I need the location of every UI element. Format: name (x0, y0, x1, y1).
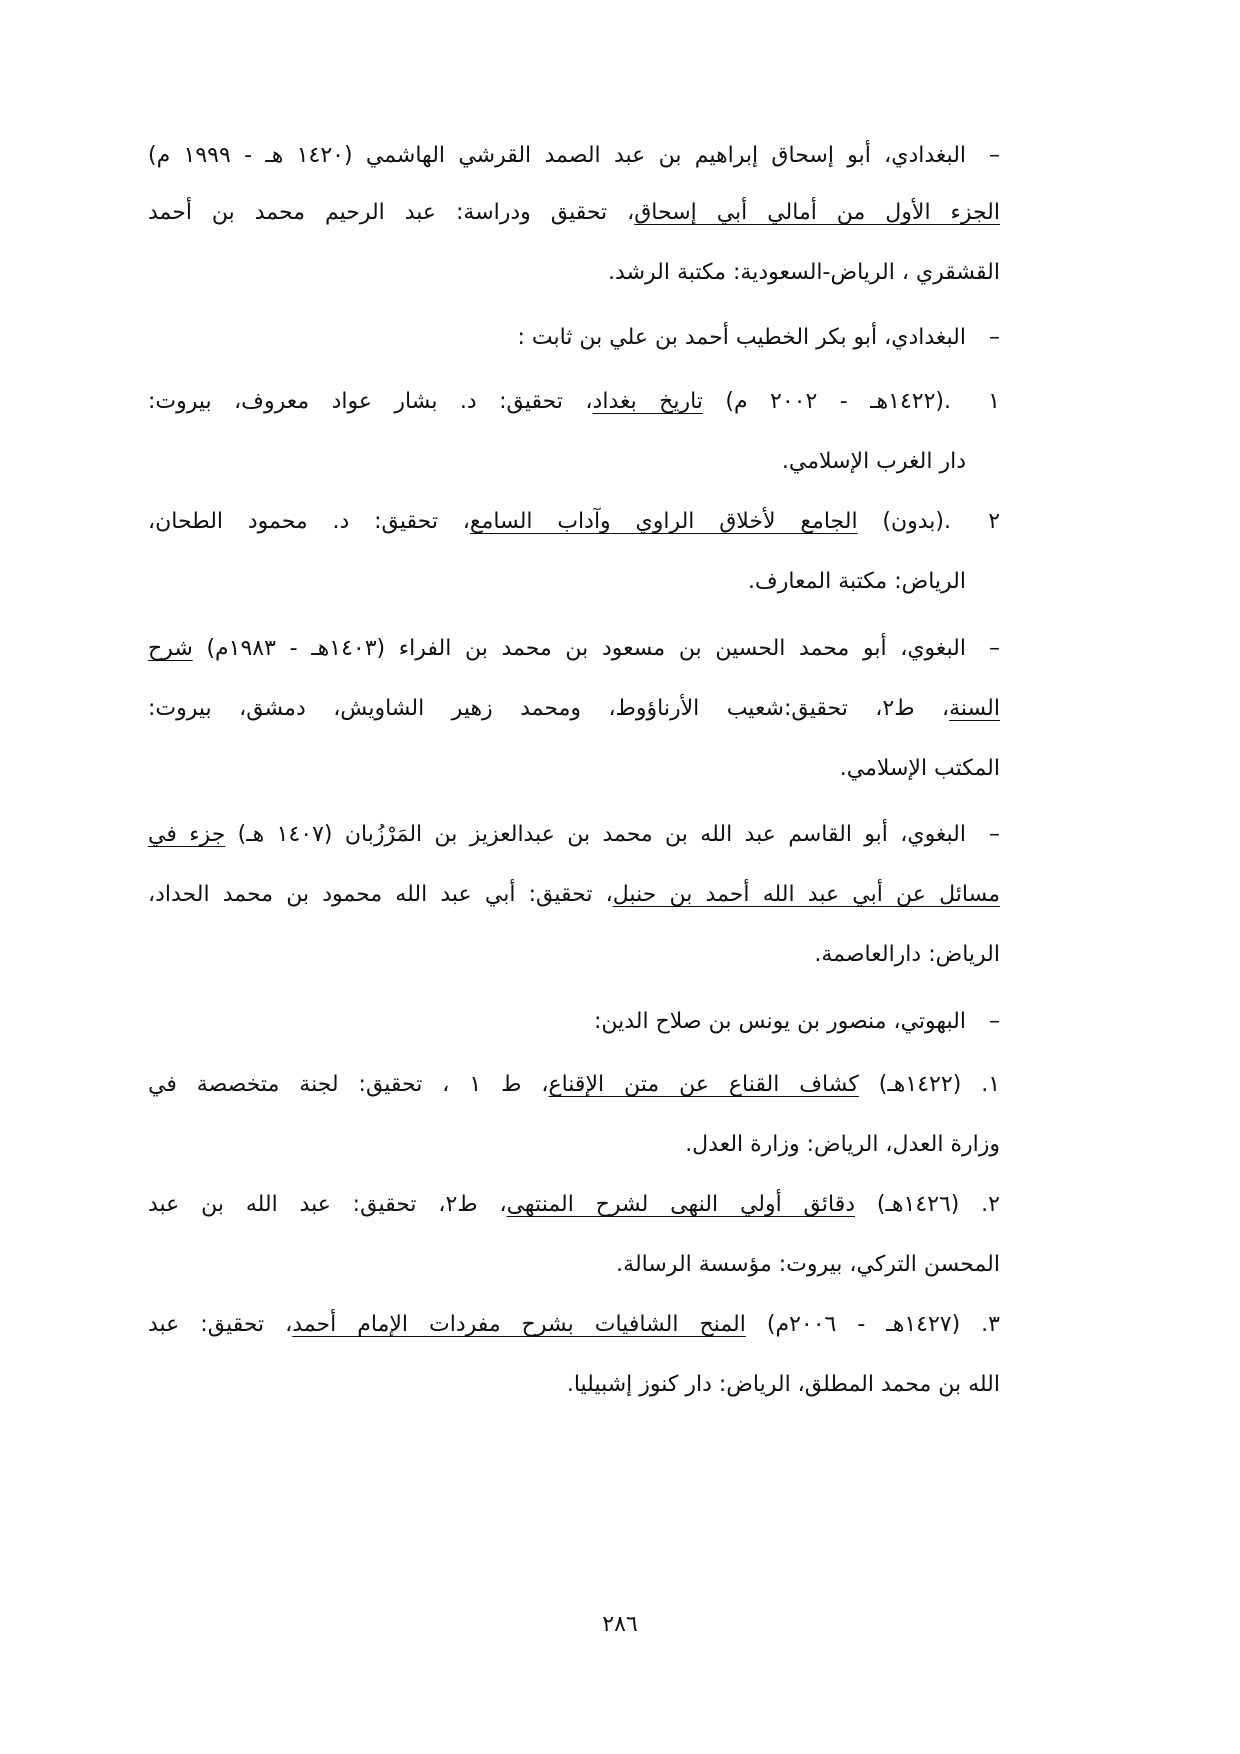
book-title: مسائل عن أبي عبد الله أحمد بن حنبل (612, 882, 1000, 907)
entry-text: وزارة العدل، الرياض: وزارة العدل. (685, 1132, 1000, 1157)
entry-text: ، ط٢، تحقيق:شعيب الأرناؤوط، ومحمد زهير الشاويش، دمشق، بيروت: (148, 696, 950, 721)
book-title: شرح (148, 636, 193, 661)
entry-5-line-1 (148, 634, 1000, 664)
entry-text: الرياض: دارالعاصمة. (814, 942, 1000, 967)
entry-8-line-1 (148, 1070, 1000, 1100)
entry-8-line-2 (148, 1130, 1000, 1160)
entry-text: ٢. (١٤٢٦هـ) (855, 1192, 1000, 1217)
book-title: السنة (949, 696, 1000, 721)
entry-text: ، تحقيق: أبي عبد الله محمود بن محمد الحداد، (148, 882, 613, 907)
bibliography-page (148, 0, 1000, 1754)
book-title: الجزء الأول من أمالي أبي إسحاق (634, 200, 1001, 225)
entry-text: الرياض: مكتبة المعارف. (747, 569, 966, 594)
book-title: الجامع لأخلاق الراوي وآداب السامع (469, 509, 858, 534)
entry-5-line-2 (148, 694, 1000, 724)
entry-9-line-1 (148, 1190, 1000, 1220)
entry-text: ، تحقيق: عبد (148, 1312, 293, 1337)
entry-text: القشقري ، الرياض-السعودية: مكتبة الرشد. (608, 260, 1000, 285)
entry-text: ، تحقيق: د. محمود الطحان، (148, 509, 470, 534)
entry-1-line-1 (148, 141, 1000, 171)
entry-text: الله بن محمد المطلق، الرياض: دار كنوز إشبيليا. (566, 1372, 1000, 1397)
entry-text: ٣. (١٤٢٧هـ - ٢٠٠٦م) (745, 1312, 1000, 1337)
book-title: جزء في (148, 822, 226, 847)
entry-10-line-1 (148, 1310, 1000, 1340)
entry-4-line-2 (148, 567, 966, 597)
book-title: كشاف القناع عن متن الإقناع (548, 1072, 859, 1097)
page-number: ٢٨٦ (602, 1612, 638, 1637)
entry-4-line-1 (148, 507, 1000, 537)
entry-3-line-2 (148, 447, 966, 477)
list-dash: – (989, 143, 1001, 168)
list-dash: – (989, 1009, 1000, 1034)
entry-7-line-1 (148, 1007, 1000, 1037)
entry-text: ١. (١٤٢٢هـ) (858, 1072, 1001, 1097)
entry-9-line-2 (148, 1250, 1000, 1280)
list-dash: – (989, 325, 1000, 350)
entry-1-line-3 (148, 258, 1000, 288)
list-number: ٢ . (944, 509, 1001, 534)
entry-text: ، تحقيق: د. بشار عواد معروف، بيروت: (148, 389, 593, 414)
list-number: ١ . (944, 389, 1000, 414)
entry-text: ، ط ١ ، تحقيق: لجنة متخصصة في (148, 1072, 549, 1097)
book-title: المنح الشافيات بشرح مفردات الإمام أحمد (292, 1312, 746, 1337)
entry-text: البغدادي، أبو إسحاق إبراهيم بن عبد الصمد القرشي الهاشمي (١٤٢٠ هـ - ١٩٩٩ م) (148, 143, 967, 168)
entry-text: (١٤٢٢هـ - ٢٠٠٢ م) (702, 389, 944, 414)
entry-6-line-1 (148, 820, 1000, 850)
entry-3-line-1 (148, 387, 1000, 417)
entry-1-line-2 (148, 198, 1000, 228)
entry-text: دار الغرب الإسلامي. (781, 449, 966, 474)
book-title: دقائق أولي النهى لشرح المنتهى (506, 1192, 856, 1217)
entry-text: ، تحقيق ودراسة: عبد الرحيم محمد بن أحمد (148, 200, 635, 225)
entry-10-line-2 (148, 1370, 1000, 1400)
entry-text: البغوي، أبو القاسم عبد الله بن محمد بن عبدالعزيز بن المَرْزُبان (١٤٠٧ هـ) (225, 822, 966, 847)
entry-6-line-2 (148, 880, 1000, 910)
entry-6-line-3 (148, 940, 1000, 970)
entry-5-line-3 (148, 754, 1000, 784)
entry-text: البغوي، أبو محمد الحسين بن مسعود بن محمد بن الفراء (١٤٠٣هـ - ١٩٨٣م) (192, 636, 966, 661)
entry-2-line-1 (148, 323, 1000, 353)
entry-text: ، ط٢، تحقيق: عبد الله بن عبد (148, 1192, 507, 1217)
book-title: تاريخ بغداد (592, 389, 703, 414)
entry-text: (بدون) (857, 509, 945, 534)
entry-text: المكتب الإسلامي. (839, 756, 1000, 781)
entry-text: البغدادي، أبو بكر الخطيب أحمد بن علي بن ثابت : (517, 325, 966, 350)
list-dash: – (988, 636, 1000, 661)
list-dash: – (989, 822, 1000, 847)
entry-text: المحسن التركي، بيروت: مؤسسة الرسالة. (616, 1252, 1000, 1277)
entry-text: البهوتي، منصور بن يونس بن صلاح الدين: (593, 1009, 966, 1034)
